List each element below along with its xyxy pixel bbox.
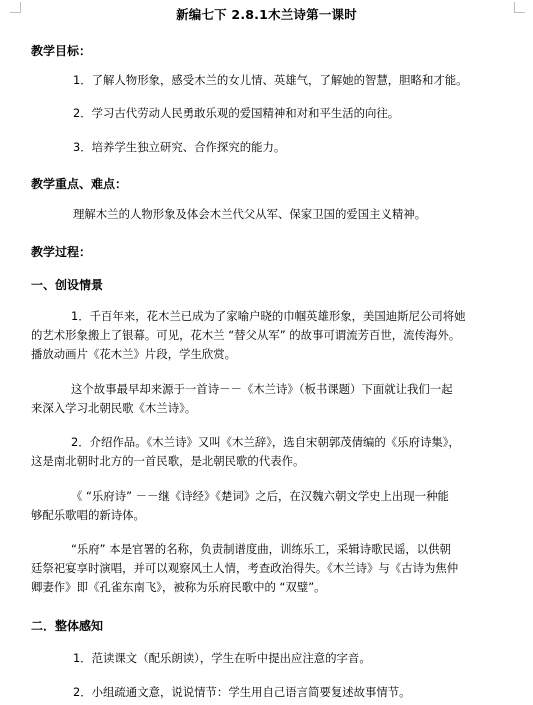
paragraph-line: 卿妻作》即《孔雀东南飞》，被称为乐府民歌中的 “双璧”。 (31, 580, 326, 594)
focus-heading: 教学重点、难点： (31, 177, 128, 191)
paragraph-line: 《 “乐府诗” －－继《诗经》《楚词》之后，在汉魏六朝文学史上出现一种能 (71, 489, 449, 503)
paragraph-line: 够配乐歌唱的新诗体。 (31, 508, 145, 522)
goal-item-3: 3．培养学生独立研究、合作探究的能力。 (73, 140, 286, 154)
section1-heading: 一、创设情景 (31, 278, 104, 292)
paragraph-line: 来深入学习北朝民歌《木兰诗》。 (31, 401, 197, 415)
paragraph-line: 2．介绍作品。《木兰诗》又叫《木兰辞》，选自宋朝郭茂倩编的《乐府诗集》， (71, 435, 460, 449)
paragraph-line: 1．千百年来，花木兰已成为了家喻户晓的巾帼英雄形象，美国迪斯尼公司将她 (71, 309, 466, 323)
section1-paragraph-3 (31, 433, 507, 471)
section1-paragraph-4 (31, 487, 507, 525)
document-title: 新编七下 2.8.1木兰诗第一课时 (176, 7, 357, 22)
section1-paragraph-2 (31, 380, 507, 418)
section2-item-2: 2．小组疏通文意，说说情节：学生用自己语言简要复述故事情节。 (73, 685, 411, 699)
paragraph-line: 廷祭祀宴享时演唱，并可以观察风土人情，考查政治得失。《木兰诗》与《古诗为焦仲 (31, 561, 459, 575)
section2-item-1: 1．范读课文（配乐朗读），学生在听中提出应注意的字音。 (73, 651, 371, 665)
section2-heading: 二．整体感知 (31, 619, 104, 633)
paragraph-line: 这个故事最早却来源于一首诗－－《木兰诗》（板书课题）下面就让我们一起 (71, 382, 453, 396)
paragraph-line: “乐府” 本是官署的名称，负责制谱度曲，训练乐工，采辑诗歌民谣，以供朝 (71, 542, 451, 556)
section1-paragraph-1 (31, 307, 507, 364)
goal-item-2: 2．学习古代劳动人民勇敢乐观的爱国精神和对和平生活的向往。 (73, 106, 400, 120)
paragraph-line: 的艺术形象搬上了银幕。可见，花木兰 “替父从军” 的故事可谓流芳百世，流传海外。 (31, 328, 461, 342)
paragraph-line: 这是南北朝时北方的一首民歌，是北朝民歌的代表作。 (31, 454, 305, 468)
section1-paragraph-5 (31, 540, 507, 597)
process-heading: 教学过程： (31, 245, 92, 259)
paragraph-line: 播放动画片《花木兰》片段，学生欣赏。 (31, 347, 237, 361)
focus-text: 理解木兰的人物形象及体会木兰代父从军、保家卫国的爱国主义精神。 (73, 207, 427, 221)
goal-item-1: 1．了解人物形象，感受木兰的女儿情、英雄气，了解她的智慧，胆略和才能。 (73, 73, 468, 87)
goals-heading: 教学目标： (31, 44, 92, 58)
